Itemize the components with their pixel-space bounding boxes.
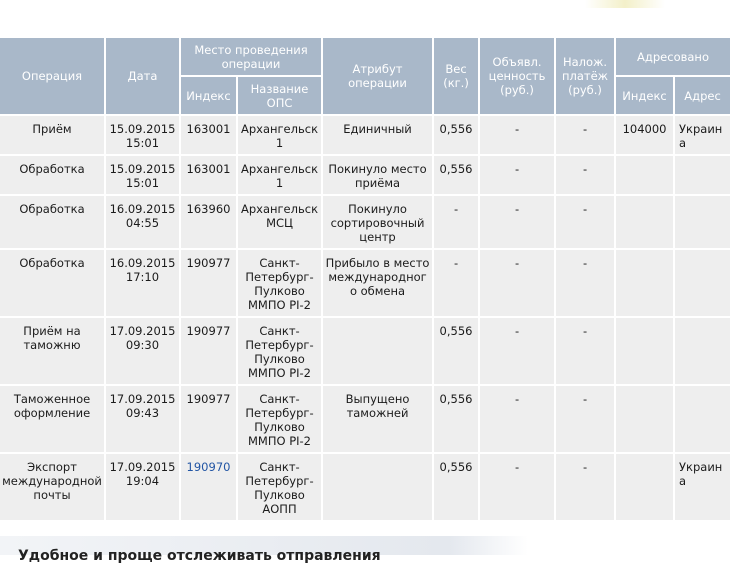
cell-ops: Санкт-Петербург-Пулково ММПО PI-2	[238, 318, 321, 384]
cell-date: 15.09.2015 15:01	[106, 116, 179, 154]
cell-value: -	[480, 196, 554, 248]
cell-addr-index	[616, 386, 673, 452]
cell-cod: -	[556, 196, 614, 248]
cell-attribute: Покинуло сортировочный центр	[323, 196, 432, 248]
cell-addr: Украина	[675, 454, 730, 520]
cell-weight: 0,556	[434, 116, 478, 154]
cell-ops: Архангельск МСЦ	[238, 196, 321, 248]
cell-operation: Приём	[0, 116, 104, 154]
cell-addr: Украина	[675, 116, 730, 154]
top-decoration	[585, 0, 665, 8]
cell-ops: Архангельск 1	[238, 116, 321, 154]
table-row	[0, 386, 730, 452]
cell-addr	[675, 386, 730, 452]
cell-weight: -	[434, 196, 478, 248]
cell-cod: -	[556, 386, 614, 452]
cell-date: 17.09.2015 09:43	[106, 386, 179, 452]
header-attribute: Атрибут операции	[323, 38, 432, 114]
cell-index: 163001	[181, 116, 236, 154]
cell-cod: -	[556, 250, 614, 316]
cell-index: 190977	[181, 250, 236, 316]
table-row	[0, 454, 730, 520]
cell-value: -	[480, 318, 554, 384]
cell-addr-index	[616, 156, 673, 194]
cell-addr	[675, 318, 730, 384]
cell-cod: -	[556, 156, 614, 194]
cell-operation: Обработка	[0, 156, 104, 194]
cell-date: 17.09.2015 09:30	[106, 318, 179, 384]
cell-attribute	[323, 454, 432, 520]
promo-banner	[0, 536, 528, 564]
cell-index: 163960	[181, 196, 236, 248]
cell-value: -	[480, 116, 554, 154]
table-row	[0, 250, 730, 316]
cell-addr-index	[616, 196, 673, 248]
cell-addr-index	[616, 250, 673, 316]
header-addr-index: Индекс	[616, 77, 673, 114]
cell-index-link[interactable]: 190970	[181, 454, 236, 520]
cell-ops: Санкт-Петербург-Пулково АОПП	[238, 454, 321, 520]
cell-operation: Экспорт международной почты	[0, 454, 104, 520]
table-row	[0, 156, 730, 194]
cell-ops: Архангельск 1	[238, 156, 321, 194]
cell-addr	[675, 196, 730, 248]
cell-index: 163001	[181, 156, 236, 194]
cell-attribute: Прибыло в место международного обмена	[323, 250, 432, 316]
cell-addr-index	[616, 454, 673, 520]
header-place-group: Место проведения операции	[181, 38, 321, 75]
cell-value: -	[480, 454, 554, 520]
table-row	[0, 196, 730, 248]
cell-index: 190977	[181, 386, 236, 452]
header-date: Дата	[106, 38, 179, 114]
table-row	[0, 116, 730, 154]
cell-index: 190977	[181, 318, 236, 384]
cell-operation: Таможенное оформление	[0, 386, 104, 452]
cell-ops: Санкт-Петербург-Пулково ММПО PI-2	[238, 386, 321, 452]
header-declared-value: Объявл. ценность (руб.)	[480, 38, 554, 114]
cell-value: -	[480, 250, 554, 316]
cell-cod: -	[556, 454, 614, 520]
promo-banner-text: Удобное и проще отслеживать отправления	[18, 548, 381, 564]
cell-attribute: Выпущено таможней	[323, 386, 432, 452]
cell-addr-index: 104000	[616, 116, 673, 154]
header-ops-name: Название ОПС	[238, 77, 321, 114]
cell-attribute: Единичный	[323, 116, 432, 154]
header-operation: Операция	[0, 38, 104, 114]
cell-weight: 0,556	[434, 318, 478, 384]
cell-value: -	[480, 386, 554, 452]
tracking-table	[0, 36, 732, 522]
cell-value: -	[480, 156, 554, 194]
cell-date: 15.09.2015 15:01	[106, 156, 179, 194]
cell-weight: -	[434, 250, 478, 316]
cell-operation: Обработка	[0, 250, 104, 316]
cell-date: 16.09.2015 04:55	[106, 196, 179, 248]
header-cod: Налож. платёж (руб.)	[556, 38, 614, 114]
cell-operation: Приём на таможню	[0, 318, 104, 384]
table-row	[0, 318, 730, 384]
cell-cod: -	[556, 318, 614, 384]
header-weight: Вес (кг.)	[434, 38, 478, 114]
header-index: Индекс	[181, 77, 236, 114]
cell-ops: Санкт-Петербург-Пулково ММПО PI-2	[238, 250, 321, 316]
cell-date: 17.09.2015 19:04	[106, 454, 179, 520]
cell-operation: Обработка	[0, 196, 104, 248]
cell-date: 16.09.2015 17:10	[106, 250, 179, 316]
header-addr: Адрес	[675, 77, 730, 114]
cell-addr	[675, 156, 730, 194]
cell-weight: 0,556	[434, 156, 478, 194]
cell-attribute	[323, 318, 432, 384]
cell-attribute: Покинуло место приёма	[323, 156, 432, 194]
cell-weight: 0,556	[434, 386, 478, 452]
cell-addr-index	[616, 318, 673, 384]
cell-addr	[675, 250, 730, 316]
header-addressed-group: Адресовано	[616, 38, 730, 75]
cell-cod: -	[556, 116, 614, 154]
cell-weight: 0,556	[434, 454, 478, 520]
